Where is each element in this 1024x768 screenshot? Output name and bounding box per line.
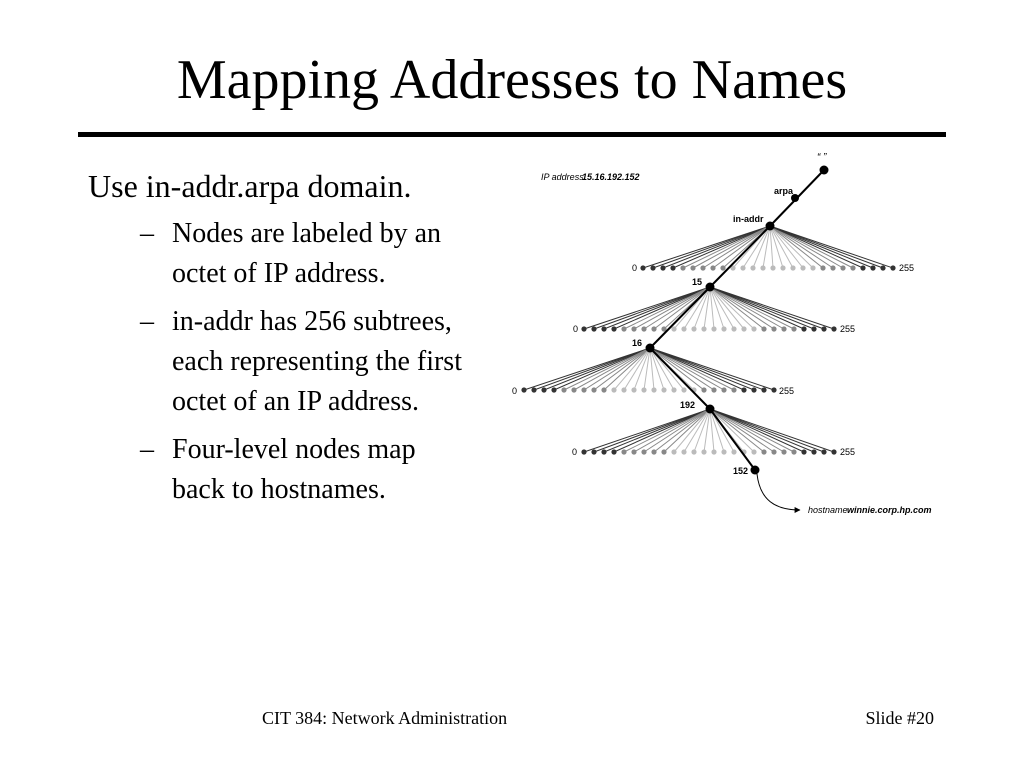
subtree-leaf-node [601, 326, 606, 331]
dash-marker: – [140, 218, 154, 249]
subtree-edge [634, 409, 710, 452]
range-min-label: 0 [512, 386, 518, 396]
subtree-leaf-node [711, 387, 716, 392]
subtree-leaf-node [571, 387, 576, 392]
subtree-leaf-node [581, 326, 586, 331]
slide-title: Mapping Addresses to Names [176, 49, 848, 111]
subtree-leaf-node [611, 326, 616, 331]
arpa-label: arpa [774, 186, 794, 196]
subtree-leaf-node [771, 387, 776, 392]
node-192-label: 192 [680, 400, 696, 410]
subtree-leaf-node [731, 449, 736, 454]
subtree-leaf-node [601, 449, 606, 454]
subtree-leaf-node [811, 326, 816, 331]
node-152-label: 152 [733, 466, 749, 476]
subtree-leaf-node [781, 449, 786, 454]
subtree-edge [770, 226, 853, 268]
main-bullet-text: Use in-addr.arpa domain. [88, 168, 412, 204]
subtree-leaf-node [721, 326, 726, 331]
in-addr-tree-diagram [505, 148, 965, 528]
subtree-edge [664, 409, 710, 452]
subtree-leaf-node [601, 387, 606, 392]
ip-address-value: 15.16.192.152 [582, 172, 640, 182]
subtree-leaf-node [690, 265, 695, 270]
subtree-leaf-node [780, 265, 785, 270]
subtree-edge [710, 409, 794, 452]
subtree-edge [584, 348, 650, 390]
range-max-label: 255 [779, 386, 795, 396]
subtree-leaf-node [790, 265, 795, 270]
subtree-leaf-node [761, 387, 766, 392]
subtree-edge [524, 348, 650, 390]
subtree-leaf-node [761, 449, 766, 454]
sub-bullet-list [88, 214, 518, 510]
subtree-leaf-node [680, 265, 685, 270]
subtree-leaf-node [681, 449, 686, 454]
sub-bullet-text: Four-level nodes map back to hostnames. [172, 434, 416, 505]
subtree-leaf-node [621, 387, 626, 392]
subtree-leaf-node [821, 449, 826, 454]
subtree-leaf-node [870, 265, 875, 270]
subtree-leaf-node [591, 326, 596, 331]
subtree-leaf-node [801, 449, 806, 454]
subtree-leaf-node [711, 449, 716, 454]
dash-marker: – [140, 434, 154, 465]
subtree-leaf-node [661, 387, 666, 392]
subtree-leaf-node [710, 265, 715, 270]
subtree-leaf-node [831, 326, 836, 331]
subtree-edge [644, 287, 710, 329]
root-label: “ ” [817, 152, 827, 163]
subtree-edge [770, 226, 823, 268]
hostname-value: winnie.corp.hp.com [847, 505, 932, 515]
subtree-leaf-node [621, 326, 626, 331]
subtree-edge [604, 287, 710, 329]
sub-bullet-text: in-addr has 256 subtrees, each representing the first octet of an IP address. [172, 306, 462, 417]
subtree-leaf-node [860, 265, 865, 270]
subtree-leaf-node [740, 265, 745, 270]
subtree-leaf-node [750, 265, 755, 270]
subtree-leaf-node [731, 387, 736, 392]
subtree-edge [644, 409, 710, 452]
subtree-edge [710, 409, 774, 452]
subtree-leaf-node [731, 326, 736, 331]
subtree-edge [584, 287, 710, 329]
subtree-leaf-node [631, 449, 636, 454]
subtree-leaf-node [741, 326, 746, 331]
ip-address-prefix: IP address [541, 172, 584, 182]
hostname-prefix: hostname [808, 505, 848, 515]
subtree-leaf-node [760, 265, 765, 270]
subtree-leaf-node [581, 387, 586, 392]
subtree-leaf-node [701, 326, 706, 331]
subtree-leaf-node [681, 387, 686, 392]
subtree-leaf-node [531, 387, 536, 392]
subtree-leaf-node [561, 387, 566, 392]
range-min-label: 0 [572, 447, 578, 457]
subtree-edge [650, 348, 714, 390]
main-bullet [88, 166, 518, 510]
subtree-edge [650, 348, 744, 390]
subtree-edge [710, 287, 774, 329]
subtree-edge [650, 348, 734, 390]
subtree-leaf-node [770, 265, 775, 270]
subtree-leaf-node [830, 265, 835, 270]
subtree-edge [710, 287, 814, 329]
range-max-label: 255 [899, 263, 915, 273]
subtree-edge [650, 348, 754, 390]
root-node [820, 166, 829, 175]
subtree-leaf-node [810, 265, 815, 270]
range-max-label: 255 [840, 324, 856, 334]
subtree-edge [703, 226, 770, 268]
range-min-label: 0 [632, 263, 638, 273]
subtree-leaf-node [761, 326, 766, 331]
subtree-leaf-node [641, 326, 646, 331]
subtree-edge [584, 409, 710, 452]
subtree-leaf-node [771, 449, 776, 454]
sub-bullet-text: Nodes are labeled by an octet of IP address. [172, 218, 441, 289]
footer-slide-number: Slide #20 [865, 708, 934, 728]
subtree-leaf-node [611, 387, 616, 392]
subtree-leaf-node [811, 449, 816, 454]
subtree-leaf-node [661, 449, 666, 454]
subtree-leaf-node [771, 326, 776, 331]
subtree-edge [710, 287, 794, 329]
node-192 [706, 405, 715, 414]
subtree-leaf-node [660, 265, 665, 270]
subtree-leaf-node [741, 387, 746, 392]
subtree-leaf-node [890, 265, 895, 270]
subtree-leaf-node [631, 326, 636, 331]
subtree-edge [634, 287, 710, 329]
subtree-leaf-node [641, 449, 646, 454]
sub-bullet-item [88, 302, 472, 422]
subtree-leaf-node [800, 265, 805, 270]
node-15 [706, 283, 715, 292]
dash-marker: – [140, 306, 154, 337]
sub-bullet-item [88, 430, 472, 510]
subtree-leaf-node [651, 326, 656, 331]
title-divider [78, 132, 946, 137]
subtree-leaf-node [791, 326, 796, 331]
subtree-leaf-node [691, 449, 696, 454]
bullet-list [88, 166, 518, 518]
subtree-leaf-node [691, 326, 696, 331]
subtree-leaf-node [591, 387, 596, 392]
subtree-leaf-node [840, 265, 845, 270]
subtree-edge [663, 226, 770, 268]
subtree-leaf-node [681, 326, 686, 331]
subtree-leaf-node [621, 449, 626, 454]
node-16 [646, 344, 655, 353]
subtree-leaf-node [791, 449, 796, 454]
subtree-leaf-node [640, 265, 645, 270]
subtree-leaf-node [670, 265, 675, 270]
subtree-leaf-node [650, 265, 655, 270]
subtree-leaf-node [821, 326, 826, 331]
subtree-edge [604, 348, 650, 390]
subtree-leaf-node [521, 387, 526, 392]
subtree-edge [710, 409, 804, 452]
subtree-leaf-node [671, 449, 676, 454]
subtree-leaf-node [591, 449, 596, 454]
subtree-leaf-node [820, 265, 825, 270]
subtree-leaf-node [701, 449, 706, 454]
subtree-edge [770, 226, 863, 268]
subtree-leaf-node [700, 265, 705, 270]
subtree-leaf-node [611, 449, 616, 454]
subtree-leaf-node [721, 449, 726, 454]
subtree-leaf-node [651, 449, 656, 454]
subtree-fans [521, 226, 895, 455]
subtree-leaf-node [751, 326, 756, 331]
subtree-leaf-node [631, 387, 636, 392]
sub-bullet-item [88, 214, 472, 294]
subtree-edge [770, 226, 833, 268]
node-16-label: 16 [632, 338, 643, 348]
subtree-leaf-node [701, 387, 706, 392]
subtree-edge [710, 287, 804, 329]
range-min-label: 0 [573, 324, 579, 334]
subtree-leaf-node [781, 326, 786, 331]
subtree-leaf-node [651, 387, 656, 392]
subtree-leaf-node [711, 326, 716, 331]
subtree-edge [653, 226, 770, 268]
subtree-leaf-node [880, 265, 885, 270]
subtree-leaf-node [581, 449, 586, 454]
subtree-leaf-node [671, 387, 676, 392]
in-addr-label: in-addr [733, 214, 764, 224]
subtree-leaf-node [541, 387, 546, 392]
subtree-leaf-node [801, 326, 806, 331]
subtree-leaf-node [721, 387, 726, 392]
subtree-edge [693, 226, 770, 268]
subtree-leaf-node [751, 387, 756, 392]
subtree-leaf-node [831, 449, 836, 454]
subtree-leaf-node [641, 387, 646, 392]
footer-course: CIT 384: Network Administration [262, 708, 508, 728]
in-addr-node [766, 222, 775, 231]
range-max-label: 255 [840, 447, 856, 457]
subtree-leaf-node [850, 265, 855, 270]
subtree-edge [544, 348, 650, 390]
node-152 [751, 466, 760, 475]
subtree-leaf-node [751, 449, 756, 454]
subtree-leaf-node [720, 265, 725, 270]
subtree-leaf-node [551, 387, 556, 392]
subtree-edge [770, 226, 873, 268]
subtree-edge [574, 348, 650, 390]
subtree-leaf-node [671, 326, 676, 331]
subtree-edge [604, 409, 710, 452]
node-15-label: 15 [692, 277, 703, 287]
